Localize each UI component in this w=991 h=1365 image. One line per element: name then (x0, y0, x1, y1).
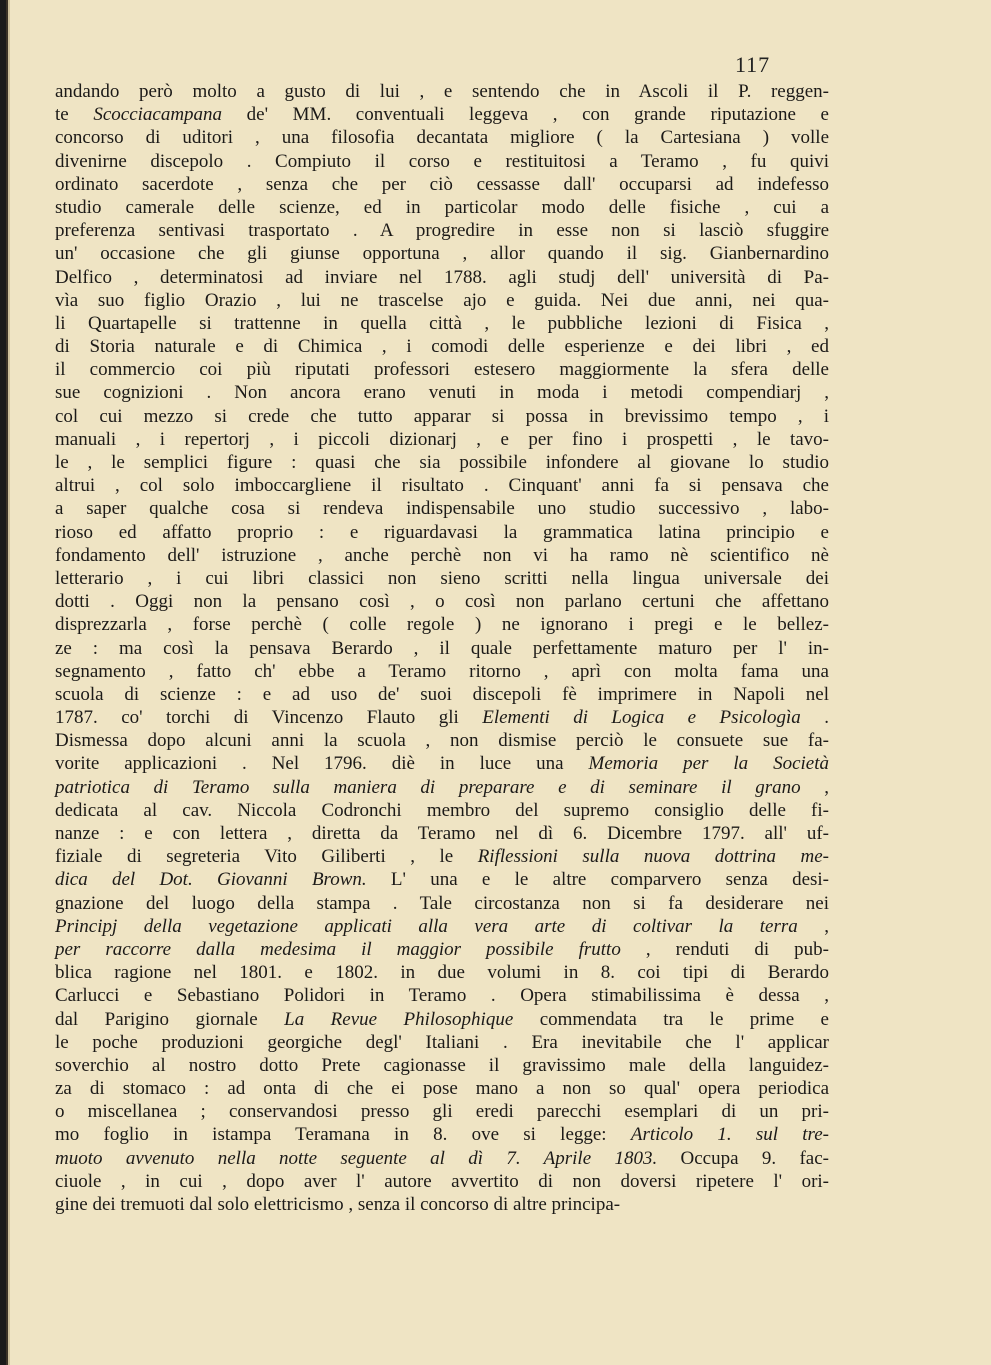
text-run: manuali , i repertorj , i piccoli dizionarj , e per fino i prospetti , le tavo- (55, 428, 829, 450)
text-run: commendata tra le prime e (513, 1008, 829, 1030)
italic-text: Scocciacampana (93, 104, 223, 126)
text-run: . (800, 707, 829, 729)
text-run: ciuole , in cui , dopo aver l' autore avvertito di non doversi ripetere l' ori- (55, 1170, 829, 1192)
text-run: za di stomaco : ad onta di che ei pose mano a non so qual' opera periodica (55, 1078, 829, 1100)
text-run: dotti . Oggi non la pensano così , o così non parlano certuni che affettano (55, 591, 829, 613)
text-run: Delfico , determinatosi ad inviare nel 1788. agli studj dell' università di Pa- (55, 266, 829, 288)
text-run: vorite applicazioni . Nel 1796. diè in luce una (55, 753, 589, 775)
text-line (55, 1147, 829, 1170)
text-line (55, 938, 829, 961)
text-run: L' una e le altre comparvero senza desi- (366, 869, 830, 891)
italic-text: dica del Dot. Giovanni Brown. (55, 869, 367, 891)
text-line (55, 752, 829, 775)
text-run: ordinato sacerdote , senza che per ciò cessasse dall' occuparsi ad indefesso (55, 173, 829, 195)
text-run: , renduti di pub- (620, 938, 829, 960)
text-run: mo foglio in istampa Teramana in 8. ove si legge: (55, 1124, 631, 1146)
italic-text: patriotica di Teramo sulla maniera di preparare e di seminare il grano (55, 776, 801, 798)
text-line (55, 961, 829, 984)
text-run: sue cognizioni . Non ancora erano venuti in moda i metodi compendiarj , (55, 382, 829, 404)
text-line (55, 706, 829, 729)
text-run: fiziale di segreteria Vito Giliberti , le (55, 846, 478, 868)
text-run: soverchio al nostro dotto Prete cagionasse il gravissimo male della languidez- (55, 1054, 829, 1076)
body-text (55, 80, 829, 1216)
text-run: te (55, 104, 94, 126)
text-run: ze : ma così la pensava Berardo , il quale perfettamente maturo per l' in- (55, 637, 829, 659)
text-line (55, 1031, 829, 1054)
text-line (55, 892, 829, 915)
text-run: Dismessa dopo alcuni anni la scuola , non dismise perciò le consuete sue fa- (55, 730, 829, 752)
text-line (55, 173, 829, 196)
text-line (55, 242, 829, 265)
text-line (55, 80, 829, 103)
text-run: le , le semplici figure : quasi che sia possibile infondere al giovane lo studio (55, 452, 829, 473)
text-line (55, 1054, 829, 1077)
text-line (55, 590, 829, 613)
text-line (55, 729, 829, 752)
text-line (55, 544, 829, 567)
text-line (55, 381, 829, 404)
text-line (55, 266, 829, 289)
text-run: un' occasione che gli giunse opportuna , allor quando il sig. Gianbernardino (55, 243, 829, 265)
text-run: col cui mezzo si crede che tutto apparar si possa in brevissimo tempo , i (55, 405, 829, 427)
text-run: vìa suo figlio Orazio , lui ne trascelse ajo e guida. Nei due anni, nei qua- (55, 289, 829, 311)
text-run: fondamento dell' istruzione , anche perchè non vi ha ramo nè scientifico nè (55, 544, 829, 566)
text-run: nanze : e con lettera , diretta da Teramo nel dì 6. Dicembre 1797. all' uf- (55, 823, 829, 844)
text-line (55, 289, 829, 312)
text-run: de' MM. conventuali leggeva , con grande riputazione e (222, 104, 829, 126)
text-line (55, 312, 829, 335)
text-line (55, 613, 829, 636)
text-run: rioso ed affatto proprio : e riguardavasi la grammatica latina principio e (55, 521, 829, 543)
text-run: preferenza sentivasi trasportato . A progredire in esse non si lasciò sfuggire (55, 220, 829, 242)
italic-text: Riflessioni sulla nuova dottrina me- (477, 846, 829, 868)
text-line (55, 335, 829, 358)
text-line (55, 868, 829, 891)
text-run: le poche produzioni georgiche degl' Italiani . Era inevitabile che l' applicar (55, 1031, 829, 1053)
text-line (55, 451, 829, 474)
text-run: il commercio coi più riputati professori estesero maggiormente la sfera delle (55, 359, 829, 381)
text-run: scuola di scienze : e ad uso de' suoi discepoli fè imprimere in Napoli nel (55, 683, 829, 705)
text-line (55, 683, 829, 706)
text-line (55, 428, 829, 451)
text-run: segnamento , fatto ch' ebbe a Teramo ritorno , aprì con molta fama una (55, 660, 829, 682)
text-run: altrui , col solo imboccargliene il risultato . Cinquant' anni fa si pensava che (55, 475, 829, 497)
text-run: blica ragione nel 1801. e 1802. in due volumi in 8. coi tipi di Berardo (55, 962, 829, 984)
text-run: andando però molto a gusto di lui , e sentendo che in Ascoli il P. reggen- (55, 81, 829, 102)
text-line (55, 799, 829, 822)
text-line (55, 1193, 829, 1216)
italic-text: Articolo 1. sul tre- (630, 1124, 830, 1146)
text-run: , (797, 915, 830, 937)
text-run: a saper qualche cosa si rendeva indispensabile uno studio successivo , labo- (55, 498, 829, 520)
text-line (55, 405, 829, 428)
text-line (55, 1100, 829, 1123)
text-line (55, 1077, 829, 1100)
text-run: dedicata al cav. Niccola Codronchi membro del supremo consiglio delle fi- (55, 799, 829, 821)
italic-text: Principj della vegetazione applicati alla vera arte di coltivar la terra (55, 915, 798, 937)
text-run: , (800, 776, 830, 798)
text-line (55, 521, 829, 544)
text-line (55, 196, 829, 219)
text-run: Carlucci e Sebastiano Polidori in Teramo . Opera stimabilissima è dessa , (55, 985, 829, 1007)
text-line (55, 103, 829, 126)
text-run: gine dei tremuoti dal solo elettricismo , senza il concorso di altre principa- (55, 1194, 621, 1215)
text-run: dal Parigino giornale (55, 1008, 285, 1030)
text-line (55, 1170, 829, 1193)
text-run: li Quartapelle si trattenne in quella città , le pubbliche lezioni di Fisica , (55, 312, 829, 334)
text-run: disprezzarla , forse perchè ( colle regole ) ne ignorano i pregi e le bellez- (55, 614, 829, 636)
text-line (55, 637, 829, 660)
text-run: studio camerale delle scienze, ed in particolar modo delle fisiche , cui a (55, 196, 829, 218)
text-line (55, 219, 829, 242)
text-line (55, 915, 829, 938)
text-run: divenirne discepolo . Compiuto il corso e restituitosi a Teramo , fu quivi (55, 150, 829, 172)
text-line (55, 845, 829, 868)
text-line (55, 776, 829, 799)
text-line (55, 474, 829, 497)
text-line (55, 358, 829, 381)
text-line (55, 150, 829, 173)
italic-text: per raccorre dalla medesima il maggior possibile frutto (55, 938, 621, 960)
italic-text: Memoria per la Società (588, 753, 830, 775)
italic-text: Elementi di Logica e Psicologìa (482, 707, 801, 729)
text-line (55, 567, 829, 590)
text-line (55, 984, 829, 1007)
text-run: concorso di uditori , una filosofia decantata migliore ( la Cartesiana ) volle (55, 127, 829, 149)
text-line (55, 497, 829, 520)
text-run: 1787. co' torchi di Vincenzo Flauto gli (55, 707, 483, 729)
text-line (55, 1123, 829, 1146)
text-line (55, 822, 829, 845)
italic-text: muoto avvenuto nella notte seguente al dì 7. Aprile 1803. (55, 1147, 658, 1169)
page-number: 117 (735, 52, 771, 77)
text-run: Occupa 9. fac- (657, 1147, 829, 1169)
text-line (55, 126, 829, 149)
text-run: o miscellanea ; conservandosi presso gli eredi parecchi esemplari di un pri- (55, 1101, 829, 1123)
text-line (55, 1008, 829, 1031)
text-run: letterario , i cui libri classici non sieno scritti nella lingua universale dei (55, 567, 829, 589)
text-run: di Storia naturale e di Chimica , i comodi delle esperienze e dei libri , ed (55, 336, 829, 358)
italic-text: La Revue Philosophique (284, 1008, 514, 1030)
text-run: gnazione del luogo della stampa . Tale circostanza non si fa desiderare nei (55, 892, 829, 914)
text-line (55, 660, 829, 683)
